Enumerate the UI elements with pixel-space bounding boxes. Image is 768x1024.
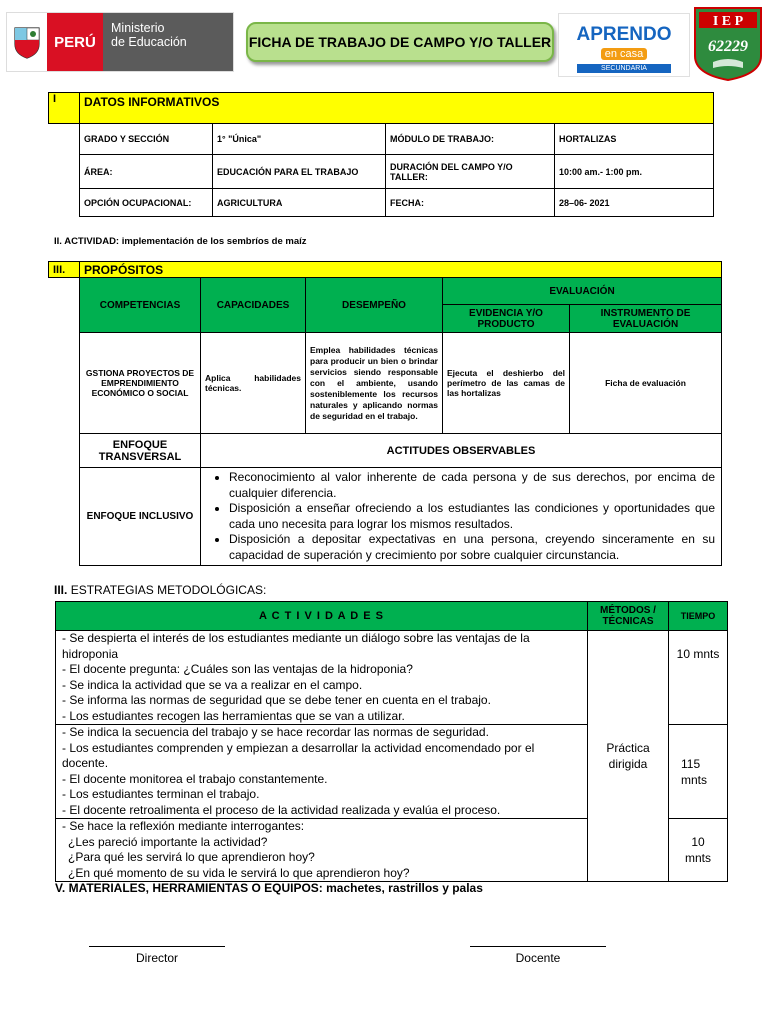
ministerio-logo bbox=[6, 12, 234, 72]
label-duracion: DURACIÓN DEL CAMPO Y/O TALLER: bbox=[386, 155, 555, 189]
materiales-line: V. MATERIALES, HERRAMIENTAS O EQUIPOS: machetes, rastrillos y palas bbox=[55, 881, 483, 895]
activity-block-2: - Se indica la secuencia del trabajo y se hace recordar las normas de seguridad. - Los estudiantes comprenden y empiezan a desarrollar la actividad encomendado por el docente. - El docente monitorea el trabajo constantemente. - Los estudiantes terminan el trabajo. - El docente retroalimenta el proceso de la actividad realizada y evalúa el proceso. bbox=[56, 725, 588, 819]
competencia-cell: GSTIONA PROYECTOS DE EMPRENDIMIENTO ECONÓMICO O SOCIAL bbox=[80, 333, 201, 434]
header-tiempo: TIEMPO bbox=[669, 602, 728, 631]
estrategias-table bbox=[55, 601, 728, 882]
header-evidencia: EVIDENCIA Y/O PRODUCTO bbox=[443, 305, 570, 333]
director-label: Director bbox=[135, 951, 178, 965]
actitudes-list bbox=[207, 470, 715, 563]
estrategias-heading: III. ESTRATEGIAS METODOLÓGICAS: bbox=[54, 583, 267, 597]
actitudes-list-cell bbox=[201, 468, 722, 566]
evidencia-cell: Ejecuta el deshierbo del perímetro de las camas de las hortalizas bbox=[443, 333, 570, 434]
label-fecha: FECHA: bbox=[386, 189, 555, 217]
header-competencias: COMPETENCIAS bbox=[80, 278, 201, 333]
peru-label: PERÚ bbox=[47, 13, 103, 71]
header-instrumento: INSTRUMENTO DE EVALUACIÓN bbox=[570, 305, 722, 333]
header-desempeno: DESEMPEÑO bbox=[306, 278, 443, 333]
activity-block-1: - Se despierta el interés de los estudiantes mediante un diálogo sobre las ventajas de la hidroponia - El docente pregunta: ¿Cuáles son las ventajas de la hidroponia? - Se indica la actividad que se va a realizar en el campo. - Se informa las normas de seguridad que se debe tener en cuenta en el trabajo. - Los estudiantes recogen las herramientas que se van a utilizar. bbox=[56, 631, 588, 725]
time-1: 10 mnts bbox=[669, 631, 728, 725]
value-modulo: HORTALIZAS bbox=[555, 124, 714, 155]
header-metodos: MÉTODOS / TÉCNICAS bbox=[588, 602, 669, 631]
value-opcion: AGRICULTURA bbox=[213, 189, 386, 217]
datos-informativos-table bbox=[48, 92, 714, 217]
activity-block-3: - Se hace la reflexión mediante interrogantes: ¿Les pareció importante la actividad? ¿Para qué les servirá lo que aprendieron hoy? ¿En qué momento de su vida le servirá lo que aprendieron hoy? bbox=[56, 819, 588, 882]
svg-text:62229: 62229 bbox=[708, 38, 748, 55]
time-3: 10 mnts bbox=[669, 819, 728, 882]
capacidad-cell: Aplica habilidades técnicas. bbox=[201, 333, 306, 434]
metodo-cell: Práctica dirigida bbox=[588, 631, 669, 882]
header-capacidades: CAPACIDADES bbox=[201, 278, 306, 333]
value-grado: 1° "Única" bbox=[213, 124, 386, 155]
section-number: I bbox=[49, 93, 80, 124]
value-duracion: 10:00 am.- 1:00 pm. bbox=[555, 155, 714, 189]
label-grado: GRADO Y SECCIÓN bbox=[80, 124, 213, 155]
desempeno-cell: Emplea habilidades técnicas para producir un bien o brindar servicios siendo responsable con el ambiente, usando sosteniblemente los recursos naturales y aplicando normas de seguridad en el trabajo. bbox=[306, 333, 443, 434]
enfoque-inclusivo-label: ENFOQUE INCLUSIVO bbox=[80, 468, 201, 566]
time-2: 115 mnts bbox=[669, 725, 728, 819]
section-number: III. bbox=[49, 262, 80, 278]
value-fecha: 28–06- 2021 bbox=[555, 189, 714, 217]
actividad-line: II. ACTIVIDAD: implementación de los sembríos de maíz bbox=[54, 236, 307, 247]
document-title: FICHA DE TRABAJO DE CAMPO Y/O TALLER bbox=[246, 22, 554, 62]
director-signature bbox=[89, 946, 225, 965]
signature-line bbox=[89, 946, 225, 947]
signature-line bbox=[470, 946, 606, 947]
docente-signature bbox=[470, 946, 606, 965]
actitudes-observables-label: ACTITUDES OBSERVABLES bbox=[201, 434, 722, 468]
label-opcion: OPCIÓN OCUPACIONAL: bbox=[80, 189, 213, 217]
value-area: EDUCACIÓN PARA EL TRABAJO bbox=[213, 155, 386, 189]
docente-label: Docente bbox=[515, 951, 561, 965]
actitud-item: • Disposición a enseñar ofreciendo a los estudiantes las condiciones y oportunidades que cada uno necesita para lograr los mismos resultados. bbox=[229, 501, 715, 532]
instrumento-cell: Ficha de evaluación bbox=[570, 333, 722, 434]
ministerio-label: Ministerio de Educación bbox=[103, 13, 233, 71]
actitud-item: • Disposición a depositar expectativas en una persona, creyendo sinceramente en su capacidad de superación y crecimiento por sobre cualquier circunstancia. bbox=[229, 532, 715, 563]
section-title: DATOS INFORMATIVOS bbox=[80, 93, 714, 124]
enfoque-transversal-label: ENFOQUE TRANSVERSAL bbox=[80, 434, 201, 468]
section-title: PROPÓSITOS bbox=[80, 262, 722, 278]
iep-school-logo bbox=[693, 6, 763, 82]
svg-text:I E P: I E P bbox=[712, 14, 744, 29]
label-modulo: MÓDULO DE TRABAJO: bbox=[386, 124, 555, 155]
label-area: ÁREA: bbox=[80, 155, 213, 189]
aprendo-en-casa-logo: APRENDO en casa SECUNDARIA bbox=[558, 13, 690, 77]
header-evaluacion: EVALUACIÓN bbox=[443, 278, 722, 305]
actitud-item: • Reconocimiento al valor inherente de cada persona y de sus derechos, por encima de cualquier diferencia. bbox=[229, 470, 715, 501]
coat-of-arms-icon bbox=[7, 13, 47, 71]
propositos-table bbox=[48, 261, 722, 566]
header-actividades: A C T I V I D A D E S bbox=[56, 602, 588, 631]
